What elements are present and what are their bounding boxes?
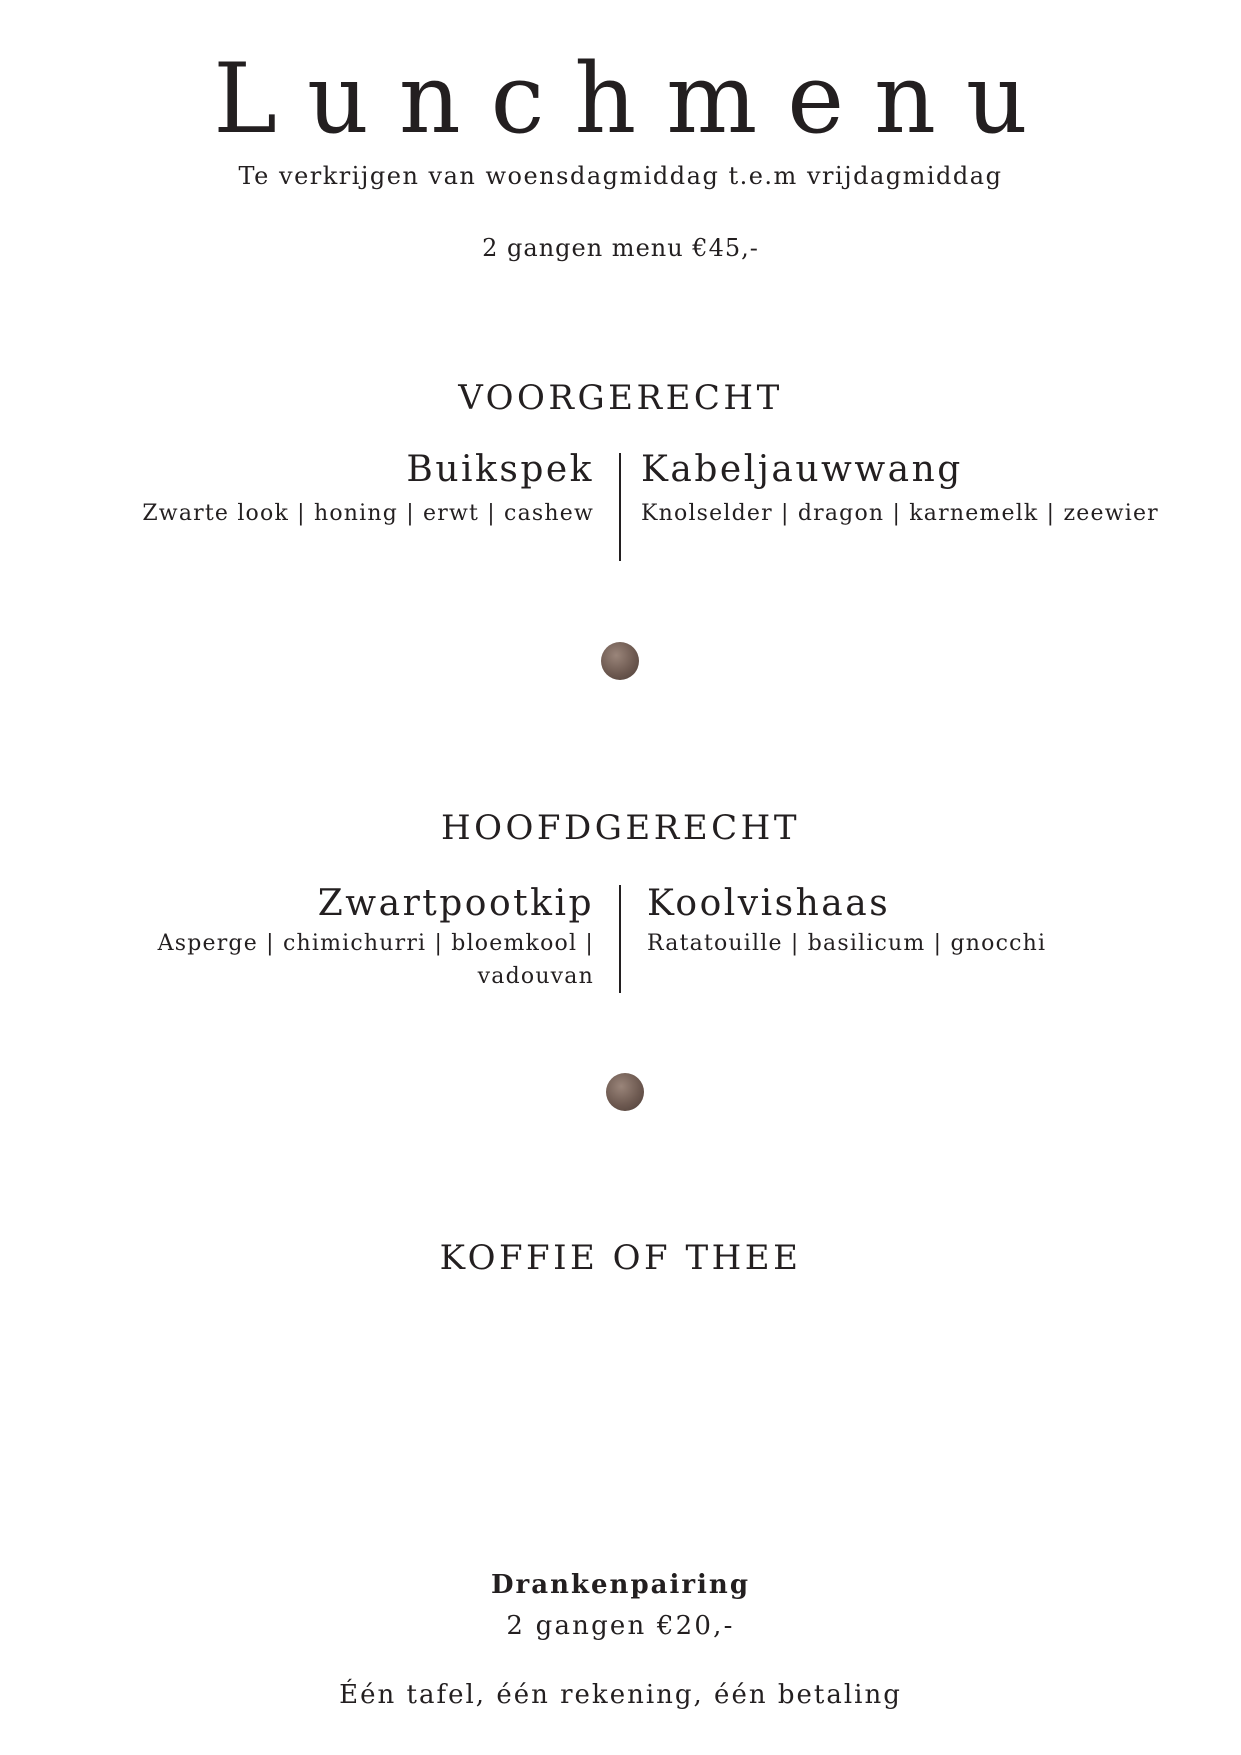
dish-name: Koolvishaas (647, 883, 891, 924)
pairing-price: 2 gangen €20,- (506, 1611, 735, 1641)
dish-left-hoofdgerecht (100, 882, 594, 993)
section-heading-voorgerecht: VOORGERECHT (458, 378, 783, 418)
dish-description-cont: vadouvan (477, 964, 594, 990)
menu-price: 2 gangen menu €45,- (482, 234, 759, 262)
availability-note: Te verkrijgen van woensdagmiddag t.e.m vrijdagmiddag (238, 162, 1003, 190)
dish-name: Kabeljauwwang (641, 449, 963, 490)
dish-right-hoofdgerecht (647, 882, 1201, 960)
payment-note: Één tafel, één rekening, één betaling (339, 1680, 902, 1710)
section-heading-koffie: KOFFIE OF THEE (439, 1238, 802, 1278)
dish-left-voorgerecht (100, 448, 594, 530)
section-heading-hoofdgerecht: HOOFDGERECHT (441, 808, 800, 848)
dish-description: Knolselder | dragon | karnemelk | zeewier (641, 501, 1159, 527)
brand-logo-icon (606, 1073, 644, 1111)
dish-name: Zwartpootkip (317, 883, 594, 924)
dish-right-voorgerecht (641, 448, 1201, 530)
dish-description: Ratatouille | basilicum | gnocchi (647, 931, 1047, 957)
page-title: Lunchmenu (213, 43, 1058, 155)
pairing-title: Drankenpairing (490, 1570, 751, 1600)
dish-description: Asperge | chimichurri | bloemkool | (157, 931, 594, 957)
dish-description: Zwarte look | honing | erwt | cashew (142, 501, 594, 527)
course-divider (619, 453, 621, 561)
course-divider (619, 885, 621, 993)
brand-logo-icon (601, 642, 639, 680)
dish-name: Buikspek (406, 449, 594, 490)
